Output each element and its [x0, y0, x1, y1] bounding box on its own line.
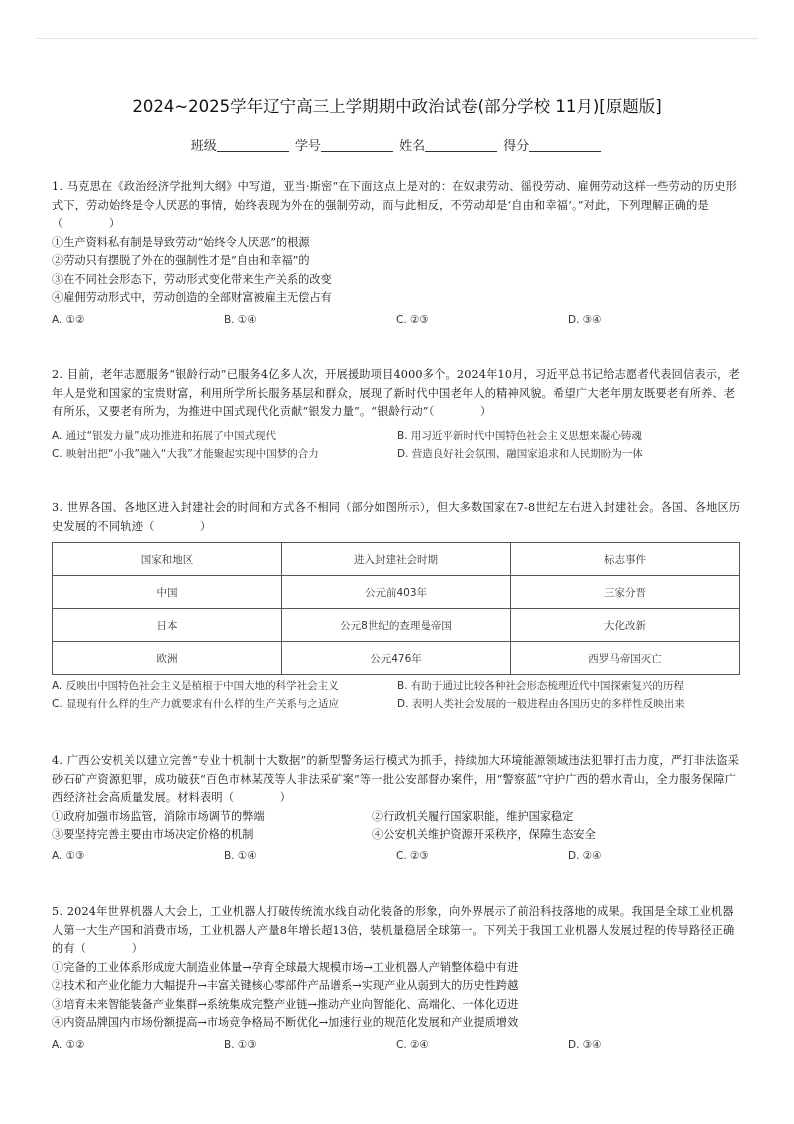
table-header-cell: 标志事件: [511, 543, 740, 576]
statement-item: ③在不同社会形态下，劳动形式变化带来生产关系的改变: [52, 272, 332, 286]
choice-b[interactable]: B. 用习近平新时代中国特色社会主义思想来凝心铸魂: [397, 429, 642, 442]
choice-c[interactable]: C. 显现有什么样的生产力就要求有什么样的生产关系与之适应: [52, 698, 340, 710]
question-stem: 5. 2024年世界机器人大会上，工业机器人打破传统流水线自动化装备的形象，向外界展示了前沿科技落地的成果。我国是全球工业机器人第一大生产国和消费市场，工业机器人产量8年增长超13倍，装机量稳居全球第一。下列关于我国工业机器人发展过程的传导路径正确的有（ ）: [52, 905, 735, 955]
question-1: [52, 178, 742, 326]
statement-item: ③要坚持完善主要由市场决定价格的机制: [52, 827, 254, 841]
question-5: [52, 903, 742, 1051]
choice-row: [52, 1039, 742, 1051]
statement-item: ④公安机关维护资源开采秩序，保障生态安全: [372, 827, 596, 841]
table-cell: 西罗马帝国灭亡: [511, 642, 740, 675]
statement-item: ③培育未来智能装备产业集群→系统集成完整产业链→推动产业向智能化、高端化、一体化迈进: [52, 997, 519, 1011]
statement-item: ④雇佣劳动形式中，劳动创造的全部财富被雇主无偿占有: [52, 291, 332, 304]
choice-d[interactable]: D. ③④: [568, 313, 602, 326]
choice-block: [52, 677, 742, 713]
choice-b[interactable]: B. ①③: [224, 1038, 257, 1051]
statement-row: [52, 826, 742, 844]
choice-c[interactable]: C. ②③: [396, 313, 429, 326]
number-label: 学号: [294, 139, 321, 154]
number-field[interactable]: [321, 138, 393, 152]
statement-item: ②劳动只有摆脱了外在的强制性才是“自由和幸福”的: [52, 254, 310, 267]
choice-row: [52, 314, 742, 326]
statement-item: ②行政机关履行国家职能，维护国家稳定: [372, 809, 574, 823]
question-stem: 1. 马克思在《政治经济学批判大纲》中写道，亚当·斯密“在下面这点上是对的：在奴隶劳动、徭役劳动、雇佣劳动这样一些劳动的历史形式下，劳动始终是令人厌恶的事情，始终表现为外在的强制劳动，而与此相反，不劳动却是‘自由和幸福’。”对此，下列理解正确的是（ ）: [52, 180, 737, 230]
score-label: 得分: [503, 139, 530, 154]
top-rule: [36, 38, 758, 39]
choice-a[interactable]: A. ①②: [52, 1038, 85, 1051]
choice-a[interactable]: A. ①②: [52, 313, 85, 326]
choice-row: [52, 850, 742, 862]
statement-row: [52, 808, 742, 826]
choice-a[interactable]: A. 反映出中国特色社会主义是植根于中国大地的科学社会主义: [52, 680, 339, 692]
table-cell: 公元前403年: [282, 576, 511, 609]
question-stem: 2. 目前，老年志愿服务“银龄行动”已服务4亿多人次，开展援助项目4000多个。2024年10月，习近平总书记给志愿者代表回信表示，老年人是党和国家的宝贵财富，利用所学所长服务基层和群众，展现了新时代中国老年人的精神风貌。希望广大老年朋友既要老有所养、老有所乐，又要老有所为，为推进中国式现代化贡献“银发力量”。“银龄行动”（ ）: [52, 368, 740, 418]
score-field[interactable]: [529, 138, 601, 152]
table-cell: 三家分晋: [511, 576, 740, 609]
question-2: [52, 366, 742, 463]
statement-item: ①生产资料私有制是导致劳动“始终令人厌恶”的根源: [52, 235, 310, 249]
table-row: [53, 609, 740, 642]
choice-b[interactable]: B. ①④: [224, 849, 257, 862]
choice-a[interactable]: A. 通过“银发力量”成功推进和拓展了中国式现代: [52, 429, 277, 442]
name-label: 姓名: [399, 139, 426, 154]
question-4: [52, 752, 742, 862]
choice-c[interactable]: C. ②④: [396, 1038, 429, 1051]
choice-d[interactable]: D. 表明人类社会发展的一般进程由各国历史的多样性反映出来: [397, 698, 685, 710]
class-field[interactable]: [217, 138, 289, 152]
choice-d[interactable]: D. 营造良好社会氛围、融国家追求和人民期盼为一体: [397, 447, 643, 460]
table-cell: 大化改新: [511, 609, 740, 642]
choice-c[interactable]: C. 映射出把“小我”融入“大我”才能聚起实现中国梦的合力: [52, 447, 319, 460]
feudal-entry-table: [52, 542, 740, 675]
name-field[interactable]: [425, 138, 497, 152]
statement-item: ②技术和产业化能力大幅提升→丰富关键核心零部件产品谱系→实现产业从弱到大的历史性跨越: [52, 979, 519, 992]
choice-d[interactable]: D. ②④: [568, 849, 602, 862]
table-row: [53, 642, 740, 675]
table-header-cell: 进入封建社会时期: [282, 543, 511, 576]
table-row: [53, 576, 740, 609]
table-cell: 欧洲: [53, 642, 282, 675]
student-info-line: [0, 135, 794, 154]
table-header-cell: 国家和地区: [53, 543, 282, 576]
choice-b[interactable]: B. ①④: [224, 313, 257, 326]
question-stem: 3. 世界各国、各地区进入封建社会的时间和方式各不相同（部分如图所示），但大多数国家在7-8世纪左右进入封建社会。各国、各地区历史发展的不同轨迹（ ）: [52, 501, 741, 533]
choice-b[interactable]: B. 有助于通过比较各种社会形态梳理近代中国探索复兴的历程: [397, 680, 684, 692]
choice-c[interactable]: C. ②③: [396, 849, 429, 862]
table-cell: 公元8世纪的查理曼帝国: [282, 609, 511, 642]
table-cell: 中国: [53, 576, 282, 609]
page-title: 2024~2025学年辽宁高三上学期期中政治试卷(部分学校 11月)[原题版]: [132, 97, 662, 116]
statement-item: ④内资品牌国内市场份额提高→市场竞争格局不断优化→加速行业的规范化发展和产业提质增效: [52, 1016, 519, 1029]
choice-block: [52, 427, 742, 463]
table-cell: 日本: [53, 609, 282, 642]
table-cell: 公元476年: [282, 642, 511, 675]
class-label: 班级: [190, 139, 217, 154]
statement-item: ①完备的工业体系形成庞大制造业体量→孕育全球最大规模市场→工业机器人产销整体稳中有进: [52, 960, 519, 974]
choice-a[interactable]: A. ①③: [52, 849, 85, 862]
statement-item: ①政府加强市场监管，消除市场调节的弊端: [52, 809, 265, 823]
question-stem: 4. 广西公安机关以建立完善“专业十机制十大数据”的新型警务运行模式为抓手，持续加大环境能源领域违法犯罪打击力度，严打非法盗采砂石矿产资源犯罪，成功破获“百色市林某茂等人非法采矿案”等一批公安部督办案件，用“警察蓝”守护广西的碧水青山，全力服务保障广西经济社会高质量发展。材料表明（ ）: [52, 754, 740, 804]
table-header-row: [53, 543, 740, 576]
question-3: [52, 499, 742, 713]
choice-d[interactable]: D. ③④: [568, 1038, 602, 1051]
